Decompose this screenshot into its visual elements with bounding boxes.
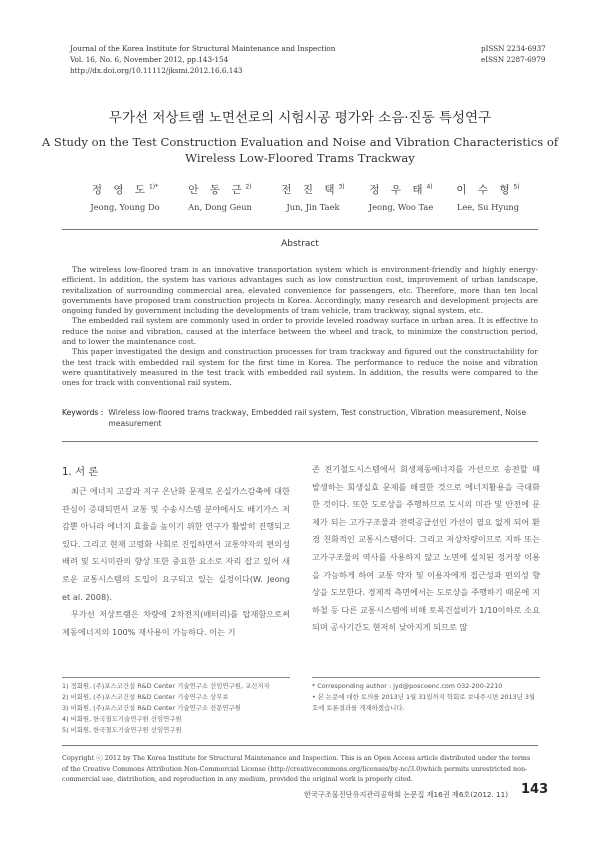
abstract-body — [62, 265, 538, 389]
journal-header — [70, 43, 335, 76]
footnote-divider — [62, 677, 290, 678]
keywords-text: Wireless low-floored trams trackway, Embedded rail system, Test construction, Vibration measurement, Noise measurement — [108, 408, 527, 428]
footnotes-affiliations — [62, 681, 290, 736]
footnote: 3) 비회원, (주)포스코건설 R&D Center 기술연구소 전문연구원 — [62, 704, 241, 712]
footnote-corresponding: * Corresponding author : jyd@poscoenc.com 032-200-2210 — [312, 682, 503, 690]
section-heading: 1. 서 론 — [62, 466, 99, 478]
author-name-en: An, Dong Geun — [188, 202, 252, 212]
author — [433, 182, 543, 212]
body-column-left — [62, 483, 290, 641]
title-english: A Study on the Test Construction Evaluation and Noise and Vibration Characteristics of Wireless Low-Floored Trams Trackway — [41, 135, 559, 165]
eissn: eISSN 2287-6979 — [481, 55, 546, 64]
author-name-en: Lee, Su Hyung — [456, 202, 520, 212]
abstract-paragraph: This paper investigated the design and construction processes for tram trackway and figured out the constructability for the test track with embedded rail system for the first time in Korea. The performance to reduce the noise and vibration were quantitatively measured in the test track with embedded rail system. In addition, the results were compared to the ones for track with conventional rail system. — [62, 347, 538, 388]
author-name-ko: 전 진 택$^{3)}$ — [281, 183, 345, 196]
issn-block — [481, 43, 546, 65]
author-name-ko: 정 우 태$^{4)}$ — [369, 183, 433, 196]
author — [70, 182, 180, 212]
author-name-en: Jun, Jin Taek — [286, 202, 340, 212]
footnote: 2) 비회원, (주)포스코건설 R&D Center 기술연구소 상무보 — [62, 693, 229, 701]
journal-name: Journal of the Korea Institute for Structural Maintenance and Inspection — [70, 44, 336, 53]
keywords-label: Keywords : — [62, 408, 104, 417]
footnote-discussion: • 본 논문에 대한 토의를 2013년 1월 31일까지 학회로 보내주시면 2013년 3월호에 토론결과를 게재하겠습니다. — [312, 693, 536, 712]
abstract-paragraph: The wireless low-floored tram is an innovative transportation system which is environment-friendly and highly energy-efficient. In addition, the system has various advantages such as low construction cost, improvement of urban landscape, revitalization of surrounding commercial area, elevated convenience for passengers, etc. Therefore, more than ten local governments have proposed tram construction projects in Korea. Accordingly, many research and development projects are ongoing funded by government including the developments of tram vehicle, tram trackway, signal system, etc. — [62, 265, 538, 316]
pissn: pISSN 2234-6937 — [481, 44, 546, 53]
divider — [62, 441, 538, 442]
journal-volume: Vol. 16, No. 6, November 2012, pp.143-154 — [70, 55, 229, 64]
body-paragraph: 존 전기철도시스템에서 회생제동에너지를 가선으로 송전할 때 발생하는 회생실효 문제를 해결한 것으로 에너지활용을 극대화 한 것이다. 또한 도로상을 주행하므로 도시의 미관 및 안전에 문제가 되는 고가구조물과 전력공급선인 가선이 필요 없게 되어 환경 친화적인 교통시스템이다. 그리고 저상차량이므로 지하 또는 고가구조물의 역사를 사용하지 않고 노면에 설치된 정거장 이용을 가능하게 하여 교통 약자 및 이용자에게 접근성과 편의성 향상을 도모한다. 경제적 측면에서는 도로상을 주행하기 때문에 지하철 등 다른 교통시스템에 비해 토목건설비가 1/10이하로 소요되며 공사기간도 현저히 낮아지게 되므로 많 — [312, 464, 540, 633]
body-column-right — [312, 461, 540, 637]
keywords — [62, 408, 538, 429]
author-name-en: Jeong, Woo Tae — [368, 202, 434, 212]
footnote: 4) 비회원, 한국철도기술연구원 선임연구원 — [62, 715, 182, 723]
footnote: 5) 비회원, 한국철도기술연구원 선임연구원 — [62, 726, 182, 734]
abstract-paragraph: The embedded rail system are commonly used in order to provide leveled roadway surface in urban area. It is effective to reduce the noise and vibration, caused at the interface between the wheel and track, to minimize the construction period, and to lower the maintenance cost. — [62, 316, 538, 347]
footer-journal: 한국구조물진단유지관리공학회 논문집 제16권 제6호(2012. 11) — [304, 790, 508, 799]
author-name-ko: 이 수 형$^{5)}$ — [456, 183, 520, 196]
footnotes-notes — [312, 681, 540, 714]
author-name-en: Jeong, Young Do — [90, 202, 160, 212]
divider — [62, 229, 538, 230]
page-number: 143 — [521, 782, 549, 797]
divider — [62, 745, 538, 746]
copyright-notice: Copyright ⓒ 2012 by The Korea Institute for Structural Maintenance and Inspection. This is an Open Access article distributed under the terms of the Creative Commons Attribution Non-Commercial License (http://creativecommons.org/licenses/by-nc/3.0)which permits unrestricted non-commercial use, distribution, and reproduction in any medium, provided the original work is properly cited. — [62, 754, 531, 783]
author-name-ko: 안 동 근$^{2)}$ — [188, 183, 252, 196]
abstract-heading: Abstract — [281, 239, 319, 249]
footnote: 1) 정회원, (주)포스코건설 R&D Center 기술연구소 선임연구원, 교신저자 — [62, 682, 270, 690]
author-name-ko: 정 영 도$^{1)*}$ — [91, 183, 159, 196]
title-korean: 무가선 저상트램 노면선로의 시험시공 평가와 소음·진동 특성연구 — [108, 110, 492, 126]
body-paragraph: 무가선 저상트램은 차량에 2차전지(배터리)를 탑재함으로써 제동에너지의 100% 재사용이 가능하다. 이는 기 — [62, 609, 290, 637]
body-paragraph: 최근 에너지 고갈과 지구 온난화 문제로 온실가스감축에 대한 관심이 증대되면서 교통 및 수송시스템 분야에서도 배기가스 저감뿐 아니라 에너지 효율을 높이기 위한 연구가 활발히 진행되고 있다. 그리고 현재 고령화 사회로 진입하면서 교통약자의 편의성 배려 및 도시미관의 향상 또한 중요한 요소로 자리 잡고 있어 새로운 교통시스템의 도입이 요구되고 있는 실정이다(W. Jeong et al. 2008). — [62, 486, 290, 602]
footnote-divider — [312, 677, 540, 678]
doi-link[interactable]: http://dx.doi.org/10.11112/jksmi.2012.16.6.143 — [70, 66, 243, 75]
